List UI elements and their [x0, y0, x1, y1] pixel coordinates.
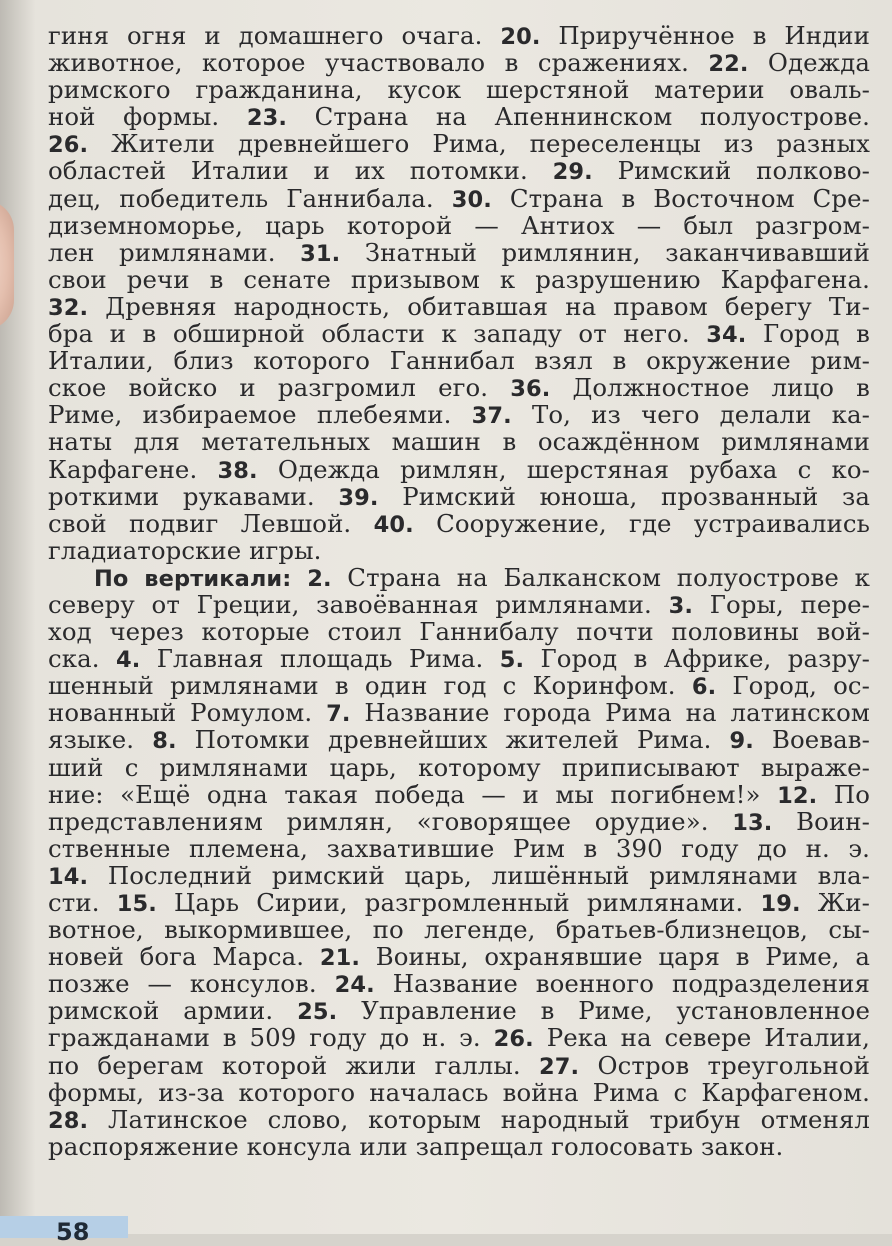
clue-number: 21.	[319, 945, 360, 972]
clue-number: 30.	[451, 186, 492, 213]
text-span: Сооружение, где устраивались	[413, 508, 870, 538]
text-span: бра и в обширной области к западу от него.	[48, 319, 707, 349]
clue-number: 27.	[539, 1053, 580, 1080]
text-line	[48, 672, 870, 699]
text-span: Латинское слово, которым народный трибун отменял	[88, 1104, 870, 1134]
clue-number: 40.	[373, 511, 414, 538]
clue-number: 25.	[297, 999, 338, 1026]
text-span: Жители древнейшего Рима, переселенцы из разных	[88, 129, 870, 159]
text-line	[48, 185, 870, 212]
text-line	[48, 645, 870, 672]
text-span: свой подвиг Левшой.	[48, 508, 374, 538]
clue-number: 8.	[152, 728, 177, 755]
text-line	[48, 510, 870, 537]
text-line	[48, 1106, 870, 1133]
text-span: Знатный римлянин, заканчивавший	[340, 237, 870, 267]
text-span: ние: «Ещё одна такая победа — и мы погибнем!»	[48, 779, 778, 809]
text-span: сти.	[48, 888, 117, 917]
text-span: шенный римлянами в один год с Коринфом.	[48, 671, 692, 701]
text-line	[48, 808, 870, 835]
text-span: Италии, близ которого Ганнибал взял в окружение рим-	[48, 346, 870, 376]
text-line	[48, 1052, 870, 1079]
text-line	[48, 781, 870, 808]
text-line	[48, 537, 870, 564]
text-span: Страна на Балканском полуострове к	[331, 562, 870, 592]
text-line	[48, 401, 870, 428]
text-line	[48, 456, 870, 483]
text-line	[48, 320, 870, 347]
text-line	[48, 1024, 870, 1051]
text-span: областей Италии и их потомки.	[48, 156, 553, 186]
text-span: гражданами в 509 году до н. э.	[48, 1023, 494, 1053]
clue-number: 3.	[668, 592, 693, 619]
clue-number: 34.	[706, 322, 747, 349]
text-span: Последний римский царь, лишённый римлянами вла-	[88, 860, 870, 890]
text-line	[48, 103, 870, 130]
text-line	[48, 754, 870, 781]
clue-number: 14.	[48, 863, 89, 890]
text-span: Название города Рима на латинском	[350, 698, 870, 728]
text-line	[48, 266, 870, 293]
clue-number: 7.	[326, 701, 351, 728]
text-span: Горы, пере-	[693, 589, 870, 619]
clue-number: По вертикали: 2.	[94, 565, 332, 592]
clue-number: 39.	[338, 484, 379, 511]
clue-number: 26.	[493, 1026, 534, 1053]
text-line	[48, 997, 870, 1024]
clue-number: 4.	[115, 647, 141, 674]
clue-number: 26.	[48, 132, 89, 159]
text-span: наты для метательных машин в осаждённом римлянами	[48, 427, 870, 457]
text-span: Жи-	[800, 888, 870, 917]
text-span: Древняя народность, обитавшая на правом берегу Ти-	[88, 291, 870, 321]
text-span: римской армии.	[48, 996, 298, 1026]
clue-number: 32.	[48, 294, 89, 321]
text-line	[48, 22, 870, 49]
text-span: Воины, охранявшие царя в Риме, а	[359, 942, 870, 972]
body-text	[48, 22, 870, 1160]
text-span: языке.	[48, 725, 153, 755]
text-line	[48, 49, 870, 76]
clue-number: 24.	[334, 972, 375, 999]
text-line	[48, 1133, 870, 1160]
text-span: Должностное лицо в	[550, 373, 870, 403]
text-line	[48, 970, 870, 997]
text-span: гиня огня и домашнего очага.	[48, 21, 501, 50]
text-span: животное, которое участвовало в сражениях.	[48, 48, 709, 78]
text-span: формы, из-за которого началась война Рима с Карфагеном.	[48, 1077, 870, 1107]
text-span: новей бога Марса.	[48, 942, 320, 972]
clue-number: 23.	[246, 105, 287, 132]
clue-number: 38.	[217, 457, 258, 484]
text-span: гладиаторские игры.	[48, 535, 322, 565]
text-line	[48, 239, 870, 266]
clue-number: 19.	[760, 891, 801, 917]
clue-number: 28.	[48, 1107, 89, 1134]
text-line	[48, 347, 870, 374]
text-span: Страна на Апеннинском полуострове.	[287, 102, 870, 132]
text-span: по берегам которой жили галлы.	[48, 1050, 540, 1080]
text-span: вотное, выкормившее, по легенде, братьев-близнецов, сы-	[48, 915, 870, 945]
text-span: Главная площадь Рима.	[140, 644, 500, 674]
text-span: диземноморье, царь которой — Антиох — был разгром-	[48, 210, 870, 240]
text-span: Город в Африке, разру-	[524, 644, 870, 674]
clue-number: 20.	[500, 24, 541, 50]
text-span: представлениям римлян, «говорящее орудие».	[48, 806, 733, 836]
text-span: Одежда римлян, шерстяная рубаха с ко-	[257, 454, 870, 484]
text-line	[48, 591, 870, 618]
text-span: Воин-	[772, 806, 870, 836]
text-span: Одежда	[748, 48, 870, 78]
text-span: Название военного подразделения	[374, 969, 870, 999]
text-line	[48, 374, 870, 401]
text-span: Потомки древнейших жителей Рима.	[176, 725, 730, 755]
text-span: ной формы.	[48, 102, 247, 132]
text-span: Остров треугольной	[579, 1050, 870, 1080]
text-span: Река на севере Италии,	[533, 1023, 870, 1053]
text-line	[48, 618, 870, 645]
clue-number: 37.	[471, 403, 512, 430]
page-number-tab	[0, 1216, 128, 1246]
finger-thumb	[0, 200, 14, 330]
text-span: Управление в Риме, установленное	[337, 996, 871, 1026]
text-span: распоряжение консула или запрещал голосовать закон.	[48, 1131, 784, 1161]
text-span: ход через которые стоил Ганнибалу почти половины вой-	[48, 617, 870, 647]
text-span: Приручённое в Индии	[540, 21, 870, 50]
clue-number: 13.	[732, 809, 773, 836]
text-span: Царь Сирии, разгромленный римлянами.	[156, 888, 761, 917]
text-span: лен римлянами.	[48, 237, 301, 267]
text-span: Город в	[746, 319, 871, 349]
text-line	[48, 212, 870, 239]
text-span: ственные племена, захватившие Рим в 390 году до н. э.	[48, 833, 870, 863]
text-span: нованный Ромулом.	[48, 698, 327, 728]
text-span: По	[817, 779, 870, 809]
text-line	[48, 835, 870, 862]
text-span: роткими рукавами.	[48, 481, 339, 511]
text-span: Город, ос-	[716, 671, 870, 701]
text-span: Римский полково-	[592, 156, 870, 186]
text-span: ска.	[48, 644, 116, 674]
clue-number: 29.	[552, 159, 593, 186]
text-line	[48, 293, 870, 320]
text-line	[48, 564, 870, 591]
text-span: дец, победитель Ганнибала.	[48, 183, 452, 213]
text-line	[48, 726, 870, 753]
text-line	[48, 943, 870, 970]
text-span: То, из чего делали ка-	[511, 400, 871, 430]
text-line	[48, 130, 870, 157]
text-span: северу от Греции, завоёванная римлянами.	[48, 589, 669, 619]
text-span: Страна в Восточном Сре-	[491, 183, 870, 213]
text-line	[48, 76, 870, 103]
text-line	[48, 862, 870, 889]
text-line	[48, 428, 870, 455]
clue-number: 36.	[510, 376, 551, 403]
text-span: римского гражданина, кусок шерстяной материи оваль-	[48, 75, 870, 105]
page-number: 58	[56, 1218, 90, 1246]
text-span: Риме, избираемое плебеями.	[48, 400, 472, 430]
text-span: Римский юноша, прозванный за	[378, 481, 870, 511]
text-line	[48, 1079, 870, 1106]
clue-number: 12.	[777, 782, 818, 809]
text-span: позже — консулов.	[48, 969, 335, 999]
text-span: Воевав-	[753, 725, 870, 755]
clue-number: 31.	[300, 240, 341, 267]
text-span: Карфагене.	[48, 454, 218, 484]
text-span: ший с римлянами царь, которому приписывают выраже-	[48, 752, 870, 782]
text-line	[48, 699, 870, 726]
clue-number: 6.	[691, 674, 717, 701]
text-line	[48, 916, 870, 943]
text-span: ское войско и разгромил его.	[48, 373, 511, 403]
text-line	[48, 889, 870, 916]
text-span: свои речи в сенате призывом к разрушению Карфагена.	[48, 264, 870, 294]
text-line	[48, 157, 870, 184]
clue-number: 9.	[729, 728, 754, 755]
clue-number: 22.	[708, 51, 749, 78]
clue-number: 15.	[116, 891, 157, 917]
text-line	[48, 483, 870, 510]
clue-number: 5.	[499, 647, 525, 674]
